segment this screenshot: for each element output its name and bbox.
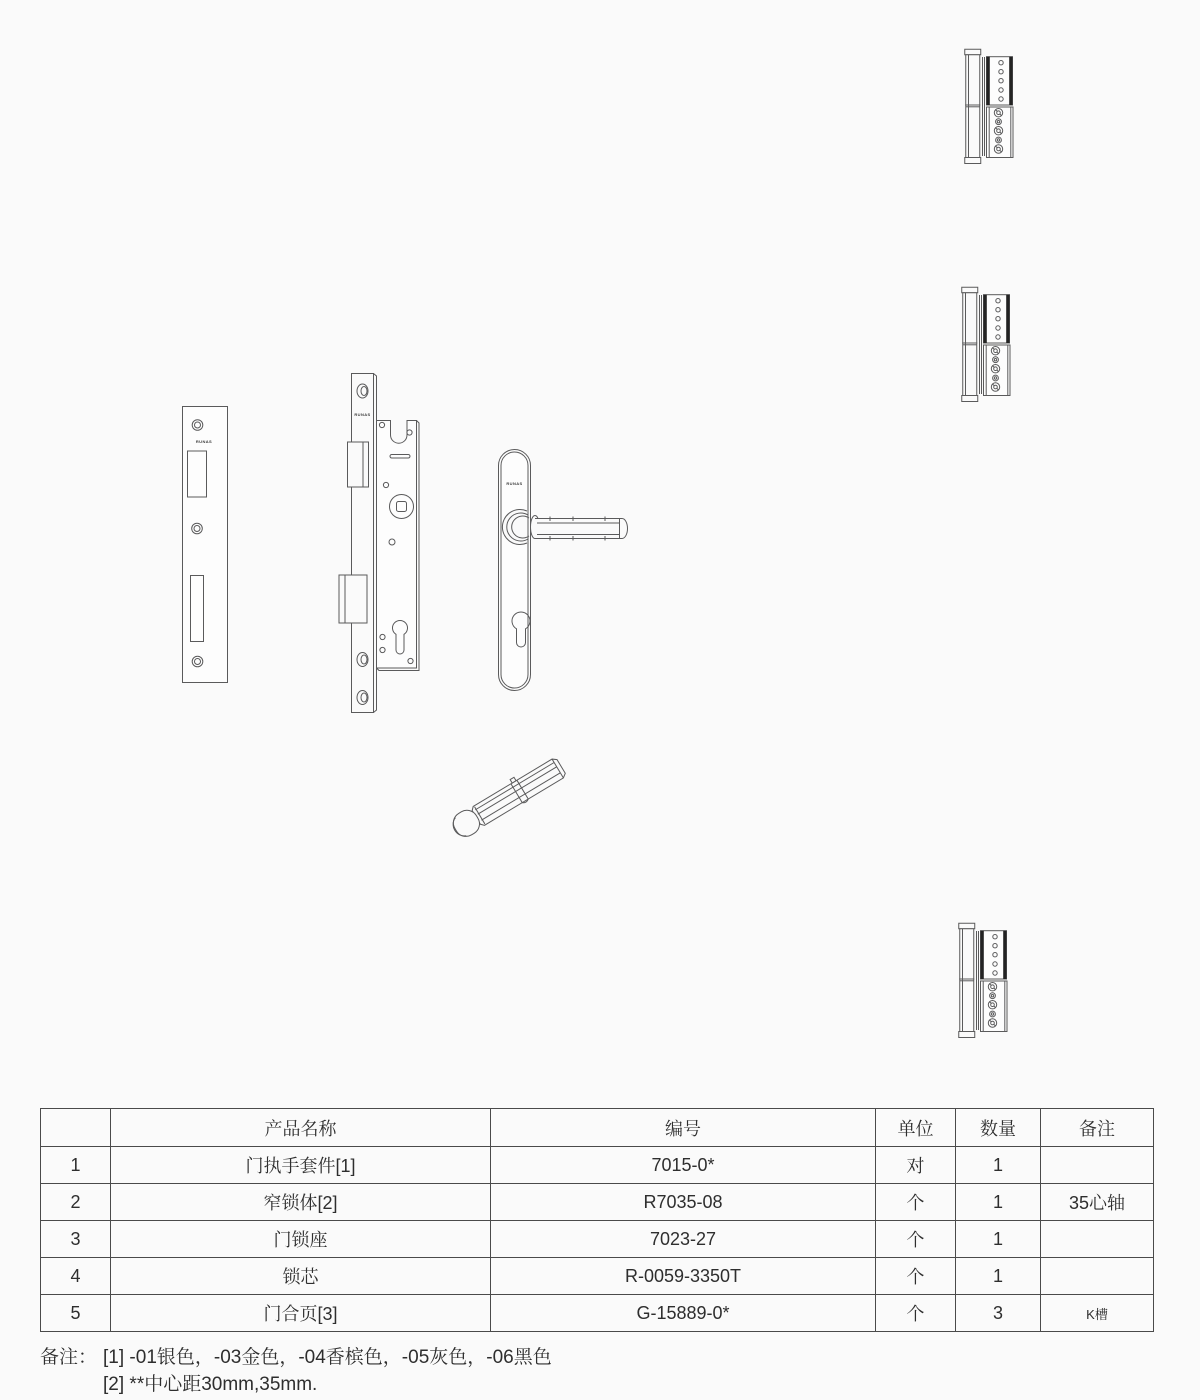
header-unit: 单位 <box>876 1109 956 1147</box>
cell-part-number: 7015-0* <box>491 1147 876 1184</box>
strike-plate-body <box>183 407 228 683</box>
cell-part-number: R-0059-3350T <box>491 1258 876 1295</box>
header-part-number: 编号 <box>491 1109 876 1147</box>
handle-set-drawing <box>443 445 638 695</box>
table-row <box>41 1184 1154 1221</box>
table-row <box>41 1258 1154 1295</box>
cell-index: 4 <box>41 1258 111 1295</box>
cell-remark: K槽 <box>1041 1295 1154 1332</box>
table-row <box>41 1221 1154 1258</box>
brand-logo-text: RUNAS <box>354 412 371 417</box>
cell-quantity: 1 <box>956 1184 1041 1221</box>
header-index <box>41 1109 111 1147</box>
cell-index: 1 <box>41 1147 111 1184</box>
door-hinge-drawing-top <box>964 48 1014 165</box>
cell-remark: 35心轴 <box>1041 1184 1154 1221</box>
parts-table-header <box>41 1109 1154 1147</box>
door-hinge-drawing-middle <box>961 286 1011 403</box>
cell-unit: 个 <box>876 1221 956 1258</box>
door-hinge-drawing-bottom <box>958 922 1008 1039</box>
lock-cylinder-drawing <box>448 742 583 847</box>
table-row <box>41 1295 1154 1332</box>
parts-table <box>40 1108 1154 1332</box>
header-remark: 备注 <box>1041 1109 1154 1147</box>
brand-logo-text: RUNAS <box>506 481 523 486</box>
footnotes <box>40 1344 552 1398</box>
cell-part-number: 7023-27 <box>491 1221 876 1258</box>
lock-body-drawing <box>337 362 422 717</box>
note-line-2: [2] **中心距30mm,35mm. <box>103 1374 318 1395</box>
cell-quantity: 1 <box>956 1221 1041 1258</box>
faceplate <box>352 374 374 713</box>
header-product-name: 产品名称 <box>111 1109 491 1147</box>
deadbolt <box>339 575 367 623</box>
cell-remark <box>1041 1147 1154 1184</box>
cell-unit: 个 <box>876 1258 956 1295</box>
cylinder-body <box>471 757 567 827</box>
header-quantity: 数量 <box>956 1109 1041 1147</box>
cell-unit: 个 <box>876 1184 956 1221</box>
note-line-1: [1] -01银色，-03金色，-04香槟色，-05灰色，-06黑色 <box>103 1347 552 1368</box>
cell-index: 5 <box>41 1295 111 1332</box>
cell-unit: 对 <box>876 1147 956 1184</box>
cell-part-number: R7035-08 <box>491 1184 876 1221</box>
cell-unit: 个 <box>876 1295 956 1332</box>
cell-index: 3 <box>41 1221 111 1258</box>
cell-index: 2 <box>41 1184 111 1221</box>
latch-bolt <box>348 442 369 487</box>
cell-quantity: 1 <box>956 1147 1041 1184</box>
cell-product-name: 门执手套件[1] <box>111 1147 491 1184</box>
cell-product-name: 门合页[3] <box>111 1295 491 1332</box>
brand-logo-text: RUNAS <box>195 439 213 444</box>
cell-quantity: 1 <box>956 1258 1041 1295</box>
lever-handle <box>535 519 628 539</box>
table-row <box>41 1147 1154 1184</box>
cell-remark <box>1041 1221 1154 1258</box>
strike-plate-drawing <box>182 406 228 683</box>
cell-product-name: 窄锁体[2] <box>111 1184 491 1221</box>
notes-label: 备注： <box>40 1347 98 1368</box>
cell-part-number: G-15889-0* <box>491 1295 876 1332</box>
cell-product-name: 门锁座 <box>111 1221 491 1258</box>
cell-product-name: 锁芯 <box>111 1258 491 1295</box>
cell-remark <box>1041 1258 1154 1295</box>
cell-quantity: 3 <box>956 1295 1041 1332</box>
